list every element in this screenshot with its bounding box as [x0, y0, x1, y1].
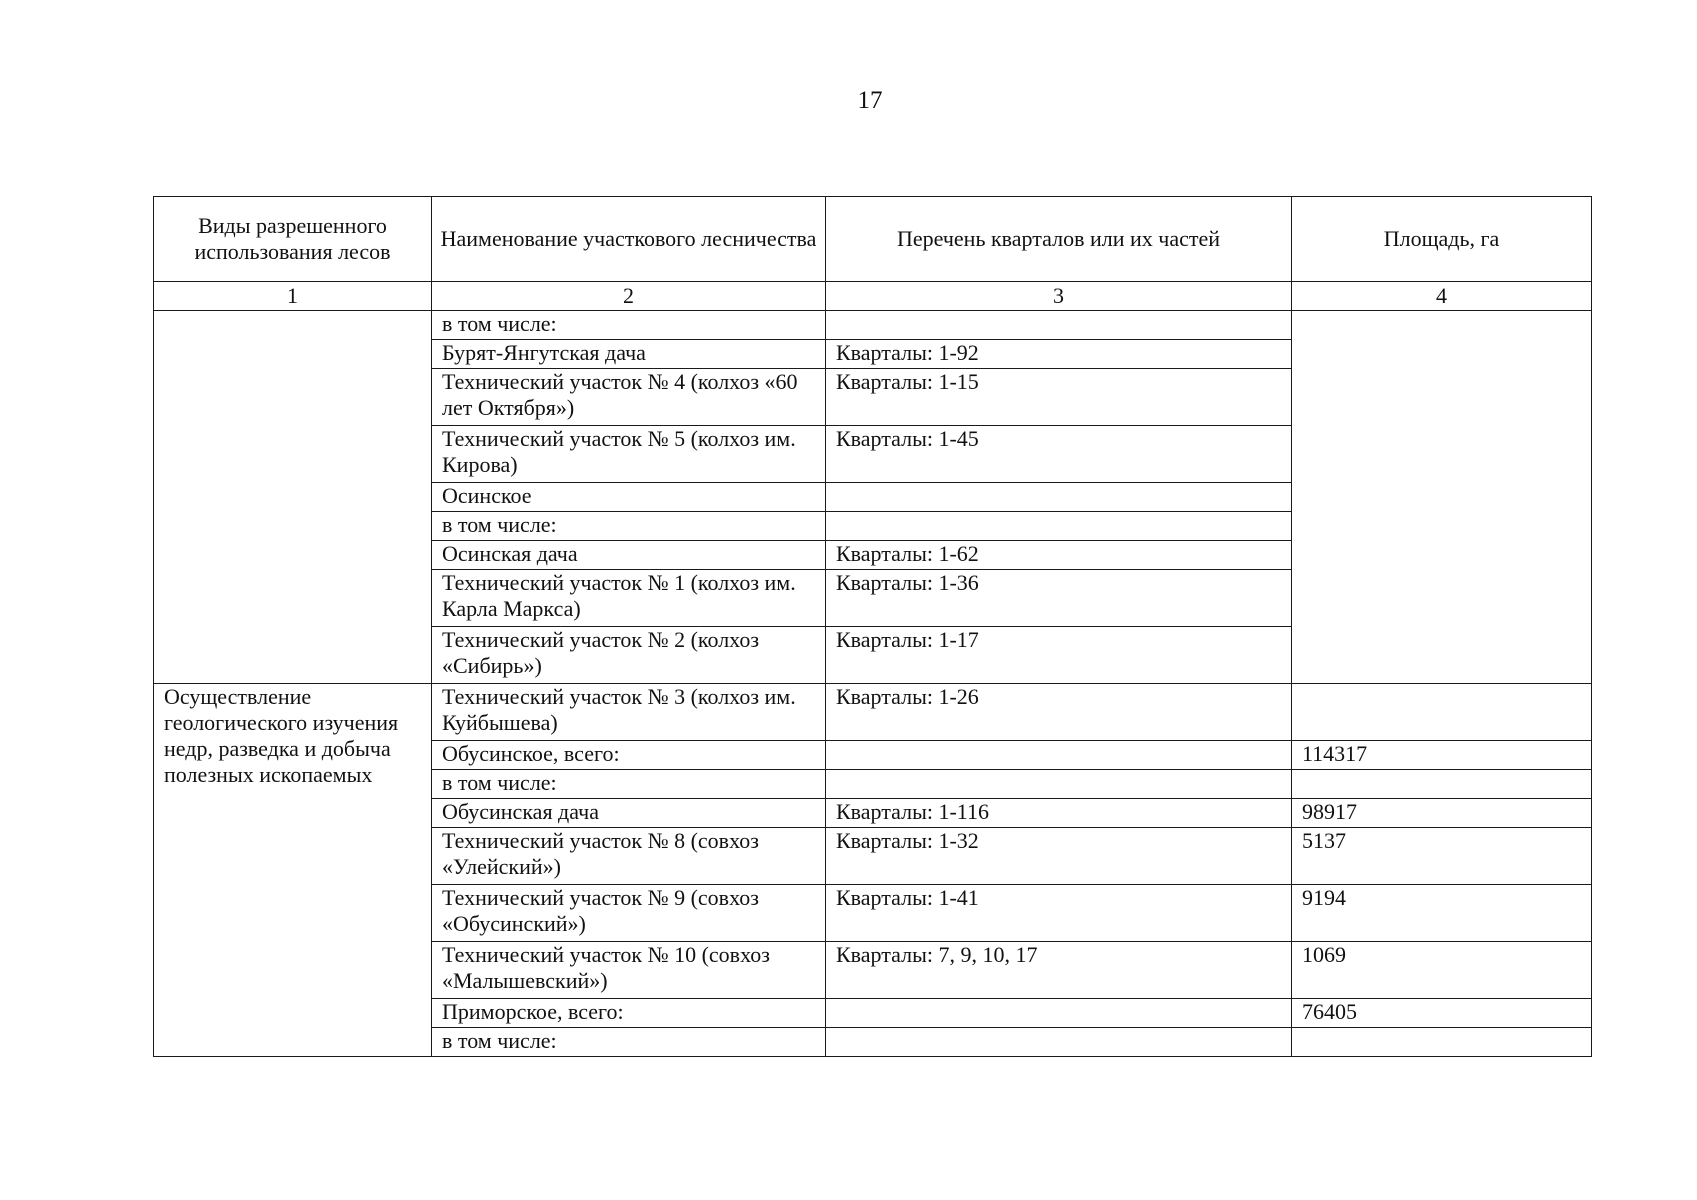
quarters-cell [826, 483, 1292, 512]
quarters-cell: Кварталы: 1-41 [826, 885, 1292, 942]
forestry-name-cell: Осинская дача [432, 541, 826, 570]
forestry-name-cell: в том числе: [432, 512, 826, 541]
forestry-name-cell: в том числе: [432, 770, 826, 799]
forestry-name-cell: Бурят-Янгутская дача [432, 340, 826, 369]
column-number: 4 [1292, 282, 1592, 311]
forestry-name-cell: Обусинская дача [432, 799, 826, 828]
header-forestry-name: Наименование участкового лесничества [432, 197, 826, 282]
forestry-name-cell: Технический участок № 3 (колхоз им. Куйбышева) [432, 684, 826, 741]
area-cell [1292, 770, 1592, 799]
use-type-cell: Осуществление геологического изучения недр, разведка и добыча полезных ископаемых [154, 684, 432, 1057]
header-area: Площадь, га [1292, 197, 1592, 282]
use-type-cell [154, 311, 432, 684]
area-cell [1292, 1028, 1592, 1057]
quarters-cell [826, 311, 1292, 340]
forestry-name-cell: Технический участок № 9 (совхоз «Обусинский») [432, 885, 826, 942]
forestry-name-cell: Технический участок № 8 (совхоз «Улейский») [432, 828, 826, 885]
forestry-name-cell: Технический участок № 4 (колхоз «60 лет Октября») [432, 369, 826, 426]
area-cell: 1069 [1292, 942, 1592, 999]
forestry-name-cell: Обусинское, всего: [432, 741, 826, 770]
quarters-cell [826, 741, 1292, 770]
quarters-cell [826, 512, 1292, 541]
column-number: 2 [432, 282, 826, 311]
area-cell: 9194 [1292, 885, 1592, 942]
quarters-cell: Кварталы: 1-116 [826, 799, 1292, 828]
quarters-cell: Кварталы: 1-15 [826, 369, 1292, 426]
forestry-name-cell: в том числе: [432, 1028, 826, 1057]
area-cell: 98917 [1292, 799, 1592, 828]
quarters-cell: Кварталы: 1-17 [826, 627, 1292, 684]
quarters-cell: Кварталы: 1-92 [826, 340, 1292, 369]
header-quarters-list: Перечень кварталов или их частей [826, 197, 1292, 282]
forestry-name-cell: в том числе: [432, 311, 826, 340]
forestry-name-cell: Приморское, всего: [432, 999, 826, 1028]
quarters-cell: Кварталы: 1-45 [826, 426, 1292, 483]
area-cell [1292, 684, 1592, 741]
table-row [154, 311, 1592, 340]
area-cell [1292, 311, 1592, 684]
table-header-row [154, 197, 1592, 282]
quarters-cell [826, 770, 1292, 799]
column-numbers-row [154, 282, 1592, 311]
column-number: 3 [826, 282, 1292, 311]
forestry-name-cell: Технический участок № 5 (колхоз им. Кирова) [432, 426, 826, 483]
forestry-name-cell: Технический участок № 1 (колхоз им. Карла Маркса) [432, 570, 826, 627]
header-use-type: Виды разрешенного использования лесов [154, 197, 432, 282]
forestry-name-cell: Технический участок № 10 (совхоз «Малышевский») [432, 942, 826, 999]
forestry-name-cell: Технический участок № 2 (колхоз «Сибирь») [432, 627, 826, 684]
quarters-cell [826, 1028, 1292, 1057]
quarters-cell: Кварталы: 7, 9, 10, 17 [826, 942, 1292, 999]
page-number: 17 [857, 87, 883, 114]
table-row [154, 684, 1592, 741]
column-number: 1 [154, 282, 432, 311]
quarters-cell: Кварталы: 1-32 [826, 828, 1292, 885]
quarters-cell: Кварталы: 1-62 [826, 541, 1292, 570]
quarters-cell: Кварталы: 1-36 [826, 570, 1292, 627]
quarters-cell: Кварталы: 1-26 [826, 684, 1292, 741]
forest-use-table [153, 196, 1592, 1057]
forestry-name-cell: Осинское [432, 483, 826, 512]
area-cell: 114317 [1292, 741, 1592, 770]
quarters-cell [826, 999, 1292, 1028]
area-cell: 5137 [1292, 828, 1592, 885]
area-cell: 76405 [1292, 999, 1592, 1028]
